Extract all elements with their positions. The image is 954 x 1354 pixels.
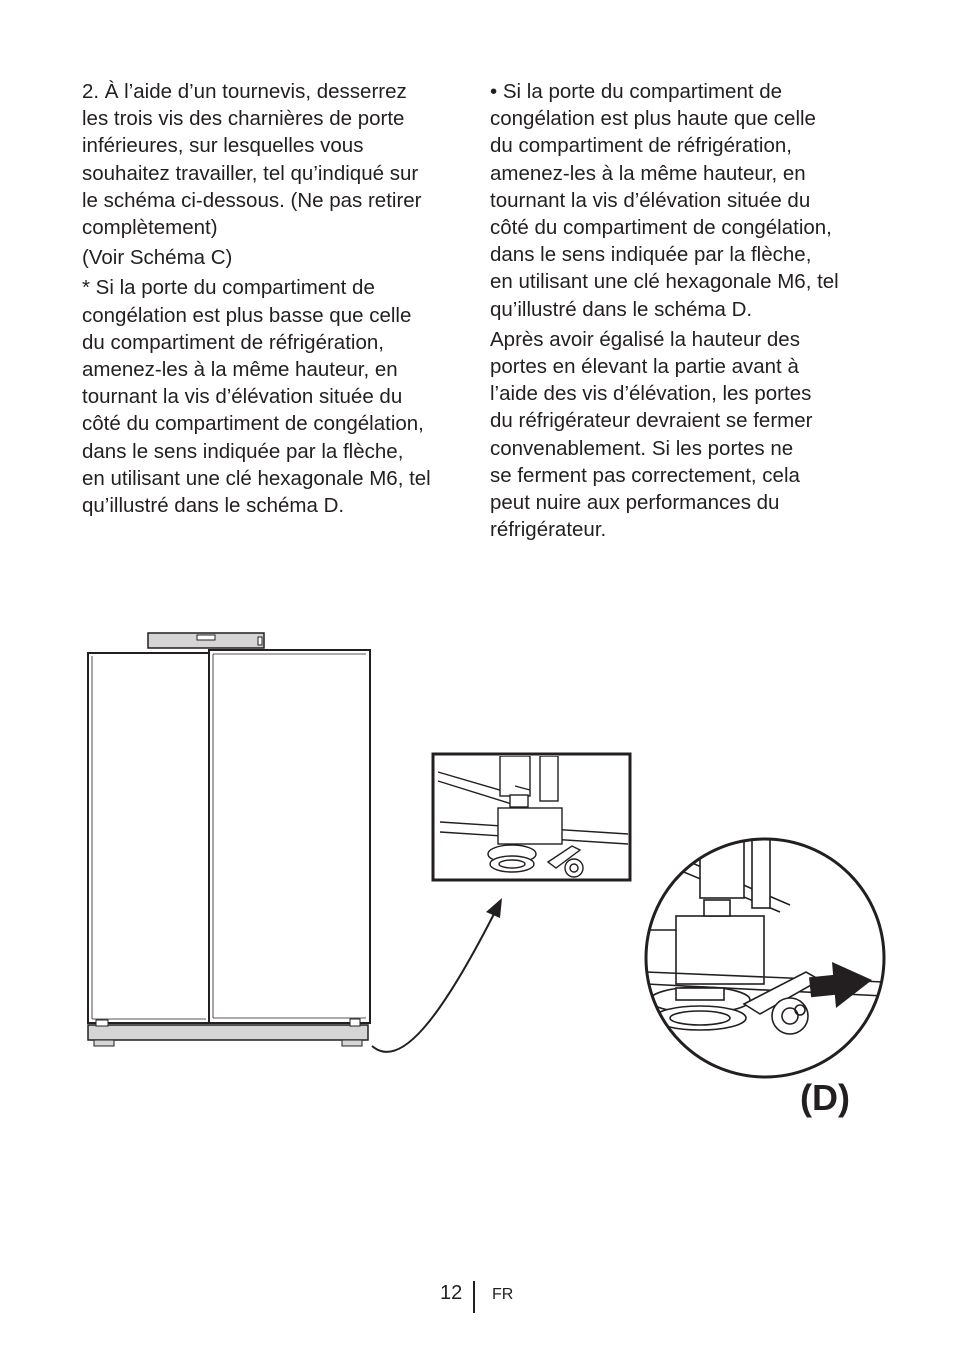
door-alignment-note: Après avoir égalisé la hauteur des portes en élevant la partie avant à l’aide des vis d’élévation, les portes du réfrigérateur devraient se fermer convenablement. Si les portes ne se ferment pas correctement, cela peut nuire aux performances du réfrigérateur. [490,327,813,542]
hinge-detail-box [433,754,630,880]
left-foot [94,1040,114,1046]
base-plinth [88,1025,368,1040]
instruction-step-2: 2. À l’aide d’un tournevis, desserrez les trois vis des charnières de porte inférieures, sur lesquelles vous souhaitez travailler, tel qu’indiqué sur le schéma ci-dessous. (Ne pas retirer complètement) [82,80,422,240]
freezer-lower-instruction: * Si la porte du compartiment de congélation est plus basse que celle du compartiment de réfrigération, amenez-les à la même hauteur, en tournant la vis d’élévation située du côté du compartiment de congélation, dans le sens indiquée par la flèche, en utilisant une clé hexagonale M6, tel qu’illustré dans le schéma D. [82,276,431,518]
left-text-column [82,78,464,522]
right-text-column [490,78,875,546]
fridge-door [209,650,370,1023]
refrigerator-illustration [88,633,370,1046]
freezer-door [88,653,209,1023]
figure-label: (D) [800,1077,850,1118]
right-foot [342,1040,362,1046]
language-code: FR [492,1286,514,1303]
hinge-magnified-circle [646,838,884,1077]
see-diagram-note: (Voir Schéma C) [82,246,233,270]
freezer-higher-instruction: • Si la porte du compartiment de congélation est plus haute que celle du compartiment de réfrigération, amenez-les à la même hauteur, en tournant la vis d’élévation située du côté du compartiment de congélation, dans le sens indiquée par la flèche, en utilisant une clé hexagonale M6, tel qu’illustré dans le schéma D. [490,80,839,321]
page-number: 12 [440,1282,463,1304]
footer-divider [473,1281,475,1313]
pointer-arrow [372,898,502,1052]
adjustment-diagram [0,600,954,1080]
